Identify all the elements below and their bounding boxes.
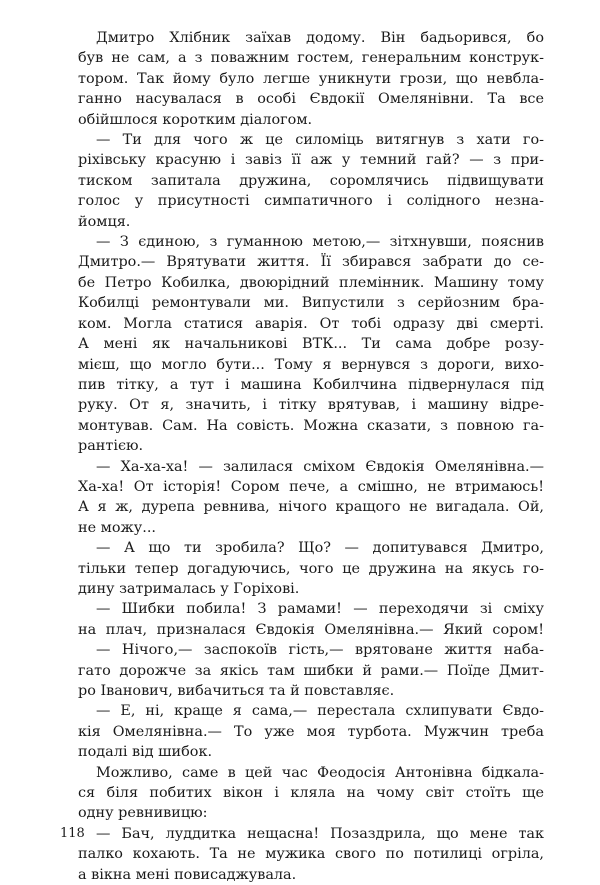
- paragraph: [60, 599, 544, 640]
- text-line: подалі від шибок.: [78, 744, 213, 761]
- text-line: пив тітку, а тут і машина Кобилчина підвернулася під: [78, 376, 544, 393]
- text-line: ро Іванович, вибачиться та й повставляє.: [78, 683, 395, 699]
- text-line: йомця.: [78, 213, 131, 230]
- body-text: [60, 28, 544, 885]
- text-line: палко кохають. Та не мужика свого по потилиці огріла,: [78, 846, 544, 863]
- text-line: голос у присутності симпатичного і солідного незна-: [78, 193, 544, 210]
- text-line: А я ж, дурепа ревнива, нічого кращого не вигадала. Ой,: [78, 499, 544, 516]
- text-line: — Нічого,— заспокоїв гість,— врятоване життя наба-: [96, 642, 544, 659]
- text-line: гато дорожче за якісь там шибки й рами.— Поїде Дмит-: [78, 662, 544, 679]
- text-line: дину затрималась у Горіхові.: [78, 580, 300, 597]
- text-line: мієш, що могло бути... Тому я вернувся з дороги, вихо-: [78, 356, 544, 373]
- paragraph: [60, 538, 544, 599]
- text-line: а вікна мені повисаджувала.: [78, 866, 297, 883]
- text-line: — Ти для чого ж це силоміць витягнув з хати го-: [96, 132, 544, 149]
- paragraph: [60, 701, 544, 762]
- page-number: 118: [60, 826, 85, 841]
- text-line: руку. От я, значить, і тітку врятував, і машину відре-: [78, 397, 544, 414]
- text-line: — Е, ні, краще я сама,— перестала схлипувати Євдо-: [96, 703, 544, 720]
- text-line: Дмитро.— Врятувати життя. Її збирався забрати до се-: [78, 254, 544, 271]
- text-line: не можу...: [78, 519, 156, 536]
- paragraph: [60, 640, 544, 701]
- text-line: А мені як начальникові ВТК... Ти сама добре розу-: [78, 336, 544, 353]
- text-line: бе Петро Кобилка, двоюрідний племінник. Машину тому: [78, 274, 544, 291]
- text-line: ганно насувалася в особі Євдокії Омелянівни. Та все: [78, 91, 544, 108]
- text-line: — А що ти зробила? Що? — допитувався Дмитро,: [96, 540, 544, 557]
- paragraph: [60, 763, 544, 824]
- text-line: рантією.: [78, 438, 144, 455]
- paragraph: [60, 232, 544, 456]
- text-line: Кобилці ремонтували ми. Випустили з серйозним бра-: [78, 295, 544, 312]
- text-line: монтував. Сам. На совість. Можна сказати, з повною га-: [78, 417, 544, 434]
- text-line: — Бач, луддитка нещасна! Позаздрила, що мене так: [96, 825, 544, 842]
- text-line: Ха-ха! От історія! Сором пече, а смішно, не втримаюсь!: [78, 478, 544, 495]
- paragraph: [60, 28, 544, 130]
- text-line: — Ха-ха-ха! — залилася сміхом Євдокія Омелянівна.—: [96, 458, 544, 475]
- text-line: Дмитро Хлібник заїхав додому. Він бадьорився, бо: [96, 30, 544, 46]
- text-line: тиском запитала дружина, соромлячись підвищувати: [78, 172, 544, 189]
- text-line: обійшлося коротким діалогом.: [78, 111, 313, 128]
- text-line: ріхівську красуню і завіз її аж у темний гай? — з при-: [78, 152, 544, 169]
- text-line: — З єдиною, з гуманною метою,— зітхнувши, пояснив: [96, 234, 544, 251]
- text-line: ся біля побитих вікон і кляла на чому світ стоїть ще: [78, 785, 544, 802]
- text-line: тором. Так йому було легше уникнути грози, що невбла-: [78, 70, 544, 87]
- text-line: на плач, призналася Євдокія Омелянівна.— Який сором!: [78, 621, 544, 638]
- text-line: Можливо, саме в цей час Феодосія Антонівна бідкала-: [96, 764, 544, 781]
- text-line: кія Омелянівна.— То уже моя турбота. Мужчин треба: [78, 723, 544, 740]
- paragraph: [60, 457, 544, 539]
- text-line: був не сам, а з поважним гостем, генеральним конструк-: [78, 50, 544, 67]
- text-line: — Шибки побила! З рамами! — переходячи зі сміху: [96, 601, 544, 618]
- text-line: одну ревнивицю:: [78, 805, 208, 822]
- paragraph: [60, 130, 544, 232]
- text-line: тільки тепер догадуючись, чого це дружина на якусь го-: [78, 560, 544, 577]
- text-line: ком. Могла статися аварія. От тобі одразу дві смерті.: [78, 315, 544, 332]
